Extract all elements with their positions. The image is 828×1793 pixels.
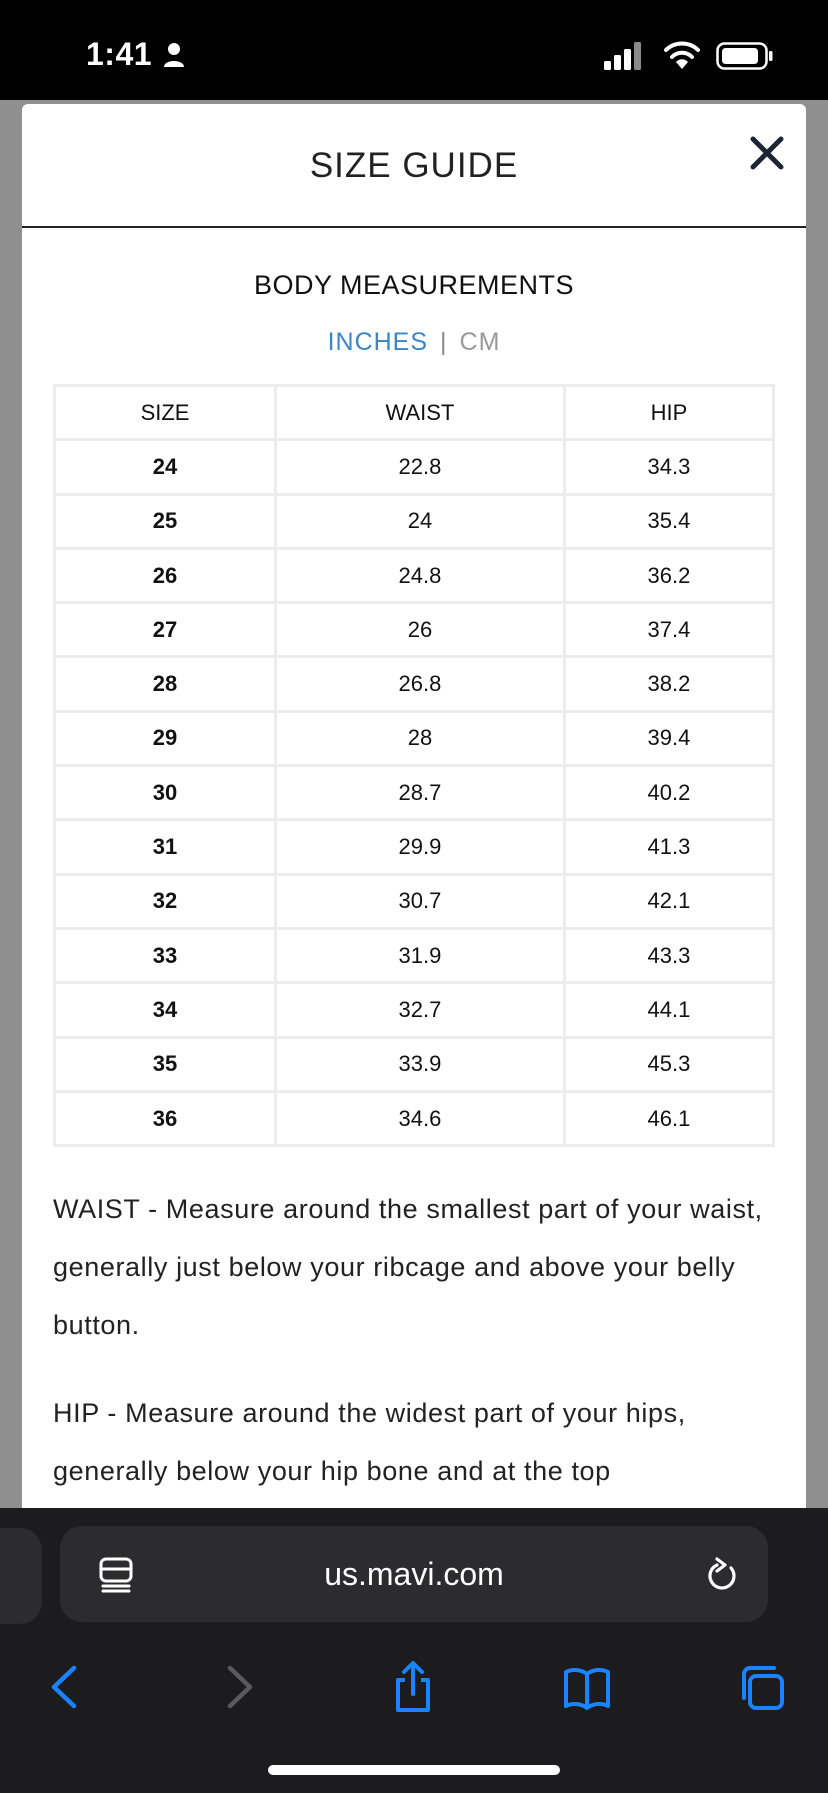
url-text: us.mavi.com xyxy=(324,1556,504,1592)
hip-description: HIP - Measure around the widest part of your hips, generally below your hip bone and at the top xyxy=(53,1398,686,1486)
size-cell: 34 xyxy=(55,983,276,1037)
hip-cell: 34.3 xyxy=(564,440,773,494)
wifi-icon xyxy=(664,40,700,70)
bookmarks-icon[interactable] xyxy=(562,1660,612,1714)
waist-cell: 32.7 xyxy=(276,983,565,1037)
table-row xyxy=(55,983,774,1037)
column-header-hip: HIP xyxy=(564,386,773,440)
column-header-size: SIZE xyxy=(55,386,276,440)
previous-tab-preview[interactable] xyxy=(0,1528,42,1624)
table-row xyxy=(55,1037,774,1091)
table-body xyxy=(55,440,774,1146)
table-row xyxy=(55,603,774,657)
table-row xyxy=(55,1091,774,1145)
waist-description: WAIST - Measure around the smallest part of your waist, generally just below your ribcage and above your belly button. xyxy=(53,1194,763,1340)
hip-cell: 45.3 xyxy=(564,1037,773,1091)
home-indicator[interactable] xyxy=(268,1765,560,1775)
table-row xyxy=(55,874,774,928)
table-row xyxy=(55,711,774,765)
waist-cell: 34.6 xyxy=(276,1091,565,1145)
size-table xyxy=(53,384,775,1147)
share-icon[interactable] xyxy=(388,1660,438,1714)
size-cell: 29 xyxy=(55,711,276,765)
size-cell: 30 xyxy=(55,766,276,820)
table-row xyxy=(55,766,774,820)
unit-separator: | xyxy=(440,328,448,356)
waist-cell: 31.9 xyxy=(276,928,565,982)
hip-cell: 37.4 xyxy=(564,603,773,657)
modal-header xyxy=(22,104,806,228)
browser-nav xyxy=(0,1648,828,1728)
unit-inches-button[interactable]: INCHES xyxy=(327,328,429,356)
table-row xyxy=(55,820,774,874)
waist-cell: 29.9 xyxy=(276,820,565,874)
waist-cell: 33.9 xyxy=(276,1037,565,1091)
hip-cell: 39.4 xyxy=(564,711,773,765)
browser-toolbar xyxy=(0,1508,828,1793)
table-row xyxy=(55,548,774,602)
column-header-waist: WAIST xyxy=(276,386,565,440)
forward-icon[interactable] xyxy=(214,1660,264,1714)
waist-cell: 26 xyxy=(276,603,565,657)
table-row xyxy=(55,440,774,494)
size-cell: 33 xyxy=(55,928,276,982)
modal-title: SIZE GUIDE xyxy=(309,146,519,185)
reload-icon[interactable] xyxy=(704,1556,740,1594)
hip-cell: 44.1 xyxy=(564,983,773,1037)
table-header-row xyxy=(55,386,774,440)
cellular-signal-icon xyxy=(604,42,644,70)
size-cell: 28 xyxy=(55,657,276,711)
unit-toggle xyxy=(22,328,806,357)
table-row xyxy=(55,657,774,711)
waist-cell: 26.8 xyxy=(276,657,565,711)
person-icon xyxy=(163,42,185,68)
hip-cell: 46.1 xyxy=(564,1091,773,1145)
status-bar xyxy=(0,0,828,100)
hip-cell: 38.2 xyxy=(564,657,773,711)
waist-cell: 28 xyxy=(276,711,565,765)
battery-icon xyxy=(716,42,774,70)
hip-cell: 43.3 xyxy=(564,928,773,982)
waist-cell: 30.7 xyxy=(276,874,565,928)
back-icon[interactable] xyxy=(40,1660,90,1714)
hip-cell: 41.3 xyxy=(564,820,773,874)
unit-cm-button[interactable]: CM xyxy=(459,328,501,356)
size-cell: 27 xyxy=(55,603,276,657)
waist-cell: 24 xyxy=(276,494,565,548)
tabs-icon[interactable] xyxy=(738,1660,788,1714)
waist-cell: 24.8 xyxy=(276,548,565,602)
address-bar[interactable] xyxy=(60,1526,768,1622)
hip-cell: 42.1 xyxy=(564,874,773,928)
size-guide-modal xyxy=(22,104,806,1508)
size-cell: 24 xyxy=(55,440,276,494)
close-icon[interactable] xyxy=(742,128,792,178)
size-cell: 32 xyxy=(55,874,276,928)
table-row xyxy=(55,928,774,982)
size-cell: 35 xyxy=(55,1037,276,1091)
hip-cell: 40.2 xyxy=(564,766,773,820)
table-row xyxy=(55,494,774,548)
waist-cell: 28.7 xyxy=(276,766,565,820)
size-cell: 25 xyxy=(55,494,276,548)
size-cell: 26 xyxy=(55,548,276,602)
section-title: BODY MEASUREMENTS xyxy=(253,270,575,300)
status-time: 1:41 xyxy=(86,36,153,72)
size-cell: 31 xyxy=(55,820,276,874)
size-cell: 36 xyxy=(55,1091,276,1145)
waist-cell: 22.8 xyxy=(276,440,565,494)
hip-cell: 35.4 xyxy=(564,494,773,548)
hip-cell: 36.2 xyxy=(564,548,773,602)
